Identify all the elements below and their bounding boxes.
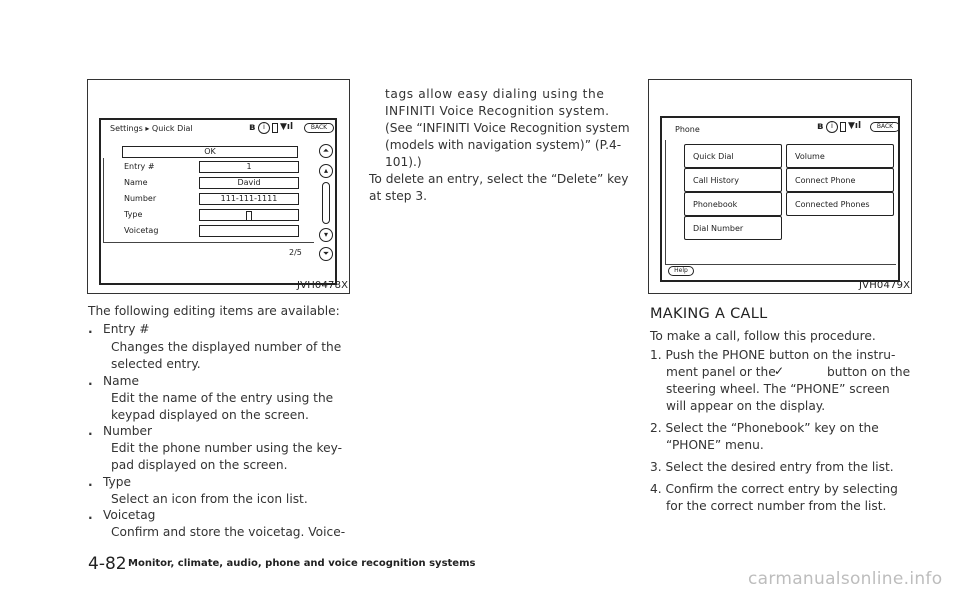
step-2-line-1: 2. Select the “Phonebook” key on the [650, 421, 879, 435]
status-icons [817, 121, 865, 133]
step-2-line-2: “PHONE” menu. [666, 438, 764, 452]
row-label-number: Number [124, 194, 157, 203]
row-label-entry: Entry # [124, 162, 155, 171]
procedure-intro: To make a call, follow this procedure. [650, 329, 876, 343]
item-desc-type-l1: Select an icon from the icon list. [111, 492, 308, 506]
item-desc-voicetag-l1: Confirm and store the voicetag. Voice- [111, 525, 346, 539]
bullet-dot: . [88, 424, 93, 438]
phone-call-icon: ✓ [774, 364, 785, 378]
status-icons [249, 122, 297, 134]
step-4-line-1: 4. Confirm the correct entry by selecting [650, 482, 898, 496]
item-desc-name-l1: Edit the name of the entry using the [111, 391, 334, 405]
call-history-key[interactable]: Call History [684, 168, 782, 192]
item-term-name: Name [103, 374, 139, 388]
step-1-line-4: will appear on the display. [666, 399, 826, 413]
list-frame [103, 158, 314, 243]
bluetooth-icon: ʙ [249, 122, 256, 133]
name-field[interactable]: David [199, 177, 299, 189]
quick-dial-key[interactable]: Quick Dial [684, 144, 782, 168]
step-1-line-3: steering wheel. The “PHONE” screen [666, 382, 890, 396]
dial-number-key[interactable]: Dial Number [684, 216, 782, 240]
phonebook-key[interactable]: Phonebook [684, 192, 782, 216]
connected-phones-key[interactable]: Connected Phones [786, 192, 894, 216]
figure-caption: JVH0479X [859, 280, 911, 291]
figure-phone-menu [648, 79, 912, 294]
item-term-type: Type [103, 475, 131, 489]
step-3-line-1: 3. Select the desired entry from the list. [650, 460, 894, 474]
section-title: Monitor, climate, audio, phone and voice recognition systems [128, 558, 476, 569]
signal-icon: ▼ıl [280, 122, 294, 132]
row-label-name: Name [124, 178, 148, 187]
back-button[interactable]: BACK [304, 123, 334, 133]
scrollbar[interactable] [322, 182, 330, 224]
back-button[interactable]: BACK [870, 122, 900, 132]
page-indicator: 2/5 [289, 248, 302, 257]
item-term-voicetag: Voicetag [103, 508, 156, 522]
col2-line-3: (See “INFINITI Voice Recognition system [385, 121, 630, 135]
entry-number-field[interactable]: 1 [199, 161, 299, 173]
step-1-line-1: 1. Push the PHONE button on the instru- [650, 348, 896, 362]
section-heading: MAKING A CALL [650, 306, 768, 322]
step-1-line-2a: ment panel or the [666, 365, 776, 379]
info-icon: i [258, 122, 270, 134]
ok-button[interactable]: OK [122, 146, 298, 158]
battery-icon [840, 122, 846, 132]
figure-caption: JVH0478X [297, 280, 349, 291]
col2-line-1: tags allow easy dialing using the [385, 87, 605, 101]
row-label-type: Type [124, 210, 143, 219]
signal-icon: ▼ıl [848, 121, 862, 131]
figure-quick-dial [87, 79, 350, 294]
watermark: carmanualsonline.info [748, 569, 943, 589]
col2-line-5: 101).) [385, 155, 422, 169]
step-4-line-2: for the correct number from the list. [666, 499, 887, 513]
step-1-line-2b: button on the [827, 365, 911, 379]
bullet-dot: . [88, 475, 93, 489]
number-field[interactable]: 111-111-1111 [199, 193, 299, 205]
connect-phone-key[interactable]: Connect Phone [786, 168, 894, 192]
col2-line-4: (models with navigation system)” (P.4- [385, 138, 622, 152]
breadcrumb: Settings ▸ Quick Dial [110, 124, 193, 133]
help-button[interactable]: Help [668, 266, 694, 276]
bluetooth-icon: ʙ [817, 121, 824, 132]
page-number: 4-82 [88, 554, 127, 574]
volume-key[interactable]: Volume [786, 144, 894, 168]
editing-items-intro: The following editing items are available: [88, 304, 340, 318]
phone-screen [660, 116, 900, 282]
battery-icon [272, 123, 278, 133]
scroll-top-icon[interactable]: ⏶ [319, 144, 333, 158]
bullet-dot: . [88, 374, 93, 388]
scroll-down-icon[interactable]: ▾ [319, 228, 333, 242]
info-icon: i [826, 121, 838, 133]
item-desc-number-l2: pad displayed on the screen. [111, 458, 288, 472]
scroll-bottom-icon[interactable]: ⏷ [319, 247, 333, 261]
item-desc-name-l2: keypad displayed on the screen. [111, 408, 309, 422]
col2-line-7: at step 3. [369, 189, 427, 203]
menu-frame [665, 140, 896, 265]
quick-dial-screen [99, 118, 337, 285]
col2-line-6: To delete an entry, select the “Delete” key [369, 172, 629, 186]
bullet-dot: . [88, 322, 93, 336]
screen-title: Phone [675, 125, 700, 134]
scroll-up-icon[interactable]: ▴ [319, 164, 333, 178]
row-label-voicetag: Voicetag [124, 226, 159, 235]
col2-line-2: INFINITI Voice Recognition system. [385, 104, 610, 118]
item-term-number: Number [103, 424, 152, 438]
bullet-dot: . [88, 508, 93, 522]
item-desc-entry-l1: Changes the displayed number of the [111, 340, 342, 354]
item-desc-number-l1: Edit the phone number using the key- [111, 441, 342, 455]
item-term-entry: Entry # [103, 322, 150, 336]
item-desc-entry-l2: selected entry. [111, 357, 201, 371]
